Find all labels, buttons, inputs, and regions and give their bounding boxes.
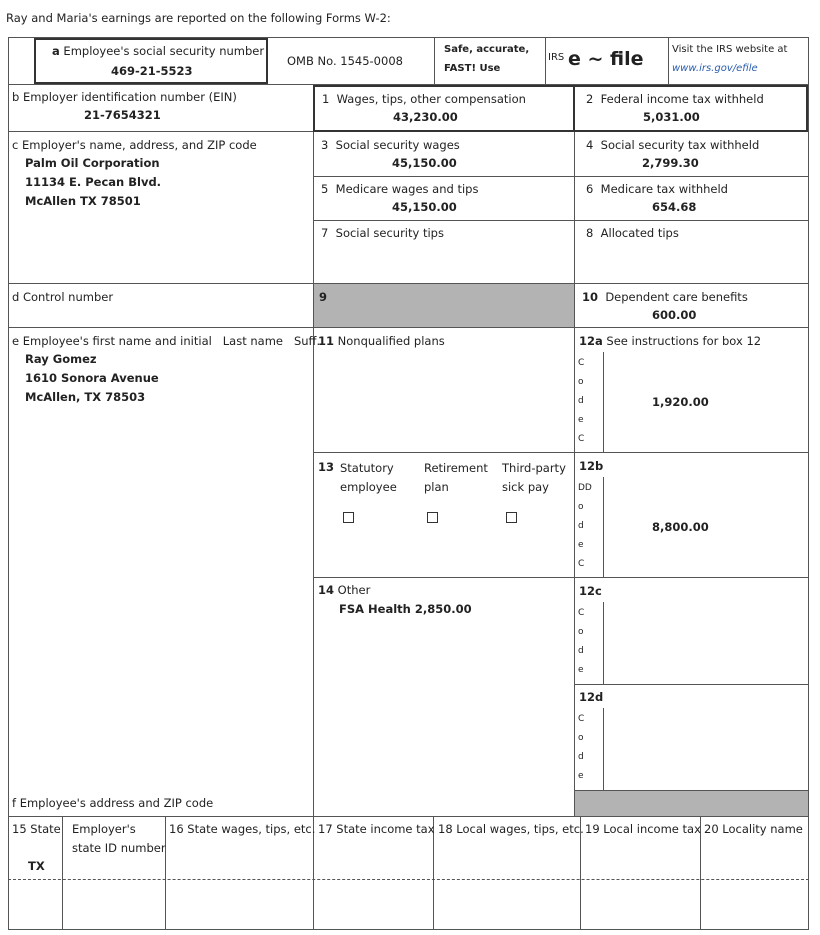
box-12d-code-o: o [578, 733, 584, 743]
box-a-value: 469-21-5523 [111, 64, 193, 78]
box-5-label: Medicare wages and tips [335, 182, 479, 196]
box-12a-label: See instructions for box 12 [606, 334, 762, 348]
box-10-num: 10 [582, 290, 599, 304]
box-17-label: 17 State income tax [318, 822, 435, 836]
irs-label: IRS [548, 52, 565, 63]
box-a-label: Employee's social security number [63, 44, 265, 58]
box-14-label: Other [337, 583, 371, 597]
box-12a-code-c: C [578, 434, 585, 444]
box-12a-code-o: o [578, 377, 584, 387]
box-e-line-1: Ray Gomez [25, 352, 97, 366]
box-13-retirement-1: Retirement [424, 461, 488, 475]
box-12d-shaded [575, 791, 808, 816]
box-15-id-label-2: state ID number [72, 841, 166, 855]
box-12b-code: DD [578, 483, 592, 493]
box-10-label: Dependent care benefits [605, 290, 748, 304]
irs-website-link[interactable]: www.irs.gov/efile [672, 63, 758, 74]
box-c-label: c Employer's name, address, and ZIP code [12, 138, 257, 152]
box-12b-num: 12b [579, 459, 604, 473]
box-2-value: 5,031.00 [643, 110, 700, 124]
box-3-num: 3 [321, 138, 329, 152]
box-12b-value: 8,800.00 [652, 520, 709, 534]
box-12b-code-o: o [578, 502, 584, 512]
box-12d-num: 12d [579, 690, 604, 704]
safe-line-1: Safe, accurate, [444, 44, 530, 55]
box-3-label: Social security wages [335, 138, 460, 152]
box-e-line-3: McAllen, TX 78503 [25, 390, 146, 404]
box-12a-value: 1,920.00 [652, 395, 709, 409]
box-12a-num: 12a [579, 334, 603, 348]
box-12a-code-e: e [578, 415, 584, 425]
intro-text: Ray and Maria's earnings are reported on the following Forms W-2: [6, 11, 391, 25]
box-a-ssn [34, 38, 268, 84]
box-f-label: f Employee's address and ZIP code [12, 796, 214, 810]
box-12d-code-c: C [578, 714, 585, 724]
box-e-label: e Employee's first name and initial Last name Suff. [12, 334, 321, 348]
box-4-value: 2,799.30 [642, 156, 699, 170]
box-18-label: 18 Local wages, tips, etc. [438, 822, 584, 836]
box-12b-code-d: d [578, 521, 584, 531]
box-11-num: 11 [318, 334, 335, 348]
safe-line-2: FAST! Use [444, 63, 501, 74]
box-15-state-value: TX [28, 859, 45, 873]
box-12c-code-e: e [578, 665, 584, 675]
box-10-value: 600.00 [652, 308, 697, 322]
box-1 [313, 85, 575, 132]
omb-number: OMB No. 1545-0008 [287, 54, 403, 68]
box-7-label: Social security tips [335, 226, 444, 240]
box-2-num: 2 [586, 92, 594, 106]
box-6-value: 654.68 [652, 200, 697, 214]
box-19-label: 19 Local income tax [585, 822, 701, 836]
box-13-sick-2: sick pay [502, 480, 549, 494]
box-e-line-2: 1610 Sonora Avenue [25, 371, 159, 385]
box-4-label: Social security tax withheld [600, 138, 760, 152]
box-d-label: d Control number [12, 290, 114, 304]
box-a-letter: a [52, 44, 60, 58]
box-12b-code-c: C [578, 559, 585, 569]
efile-logo: e ~ file [568, 48, 644, 70]
box-9-num: 9 [319, 290, 328, 304]
box-b-label: b Employer identification number (EIN) [12, 90, 237, 104]
box-6-num: 6 [586, 182, 594, 196]
box-13-sick-1: Third-party [502, 461, 566, 475]
box-13-statutory-2: employee [340, 480, 397, 494]
box-12c-code-c: C [578, 608, 585, 618]
box-20-label: 20 Locality name [704, 822, 803, 836]
box-8-label: Allocated tips [600, 226, 679, 240]
box-12d-code-d: d [578, 752, 584, 762]
statutory-employee-checkbox[interactable] [343, 512, 354, 523]
box-5-value: 45,150.00 [392, 200, 457, 214]
box-3-value: 45,150.00 [392, 156, 457, 170]
box-1-label: Wages, tips, other compensation [336, 92, 526, 106]
box-14-value: FSA Health 2,850.00 [339, 602, 472, 616]
box-11-label: Nonqualified plans [337, 334, 445, 348]
box-9-shaded [314, 284, 574, 327]
irs-visit-text: Visit the IRS website at [672, 44, 788, 55]
box-6-label: Medicare tax withheld [600, 182, 728, 196]
box-c-line-3: McAllen TX 78501 [25, 194, 141, 208]
box-c-line-2: 11134 E. Pecan Blvd. [25, 175, 162, 189]
box-4-num: 4 [586, 138, 594, 152]
box-1-value: 43,230.00 [393, 110, 458, 124]
box-15-id-label-1: Employer's [72, 822, 136, 836]
box-5-num: 5 [321, 182, 329, 196]
box-12c-num: 12c [579, 584, 602, 598]
box-14-num: 14 [318, 583, 335, 597]
box-8-num: 8 [586, 226, 594, 240]
box-7-num: 7 [321, 226, 329, 240]
box-b-value: 21-7654321 [84, 108, 161, 122]
box-12d-code-e: e [578, 771, 584, 781]
box-12c-code-d: d [578, 646, 584, 656]
box-1-num: 1 [322, 92, 330, 106]
box-2 [573, 85, 808, 132]
box-12a-code-d: d [578, 396, 584, 406]
box-12b-code-e: e [578, 540, 584, 550]
box-12a-code: C [578, 358, 585, 368]
box-13-num: 13 [318, 460, 335, 474]
box-13-statutory-1: Statutory [340, 461, 394, 475]
box-16-label: 16 State wages, tips, etc. [169, 822, 316, 836]
box-15-label: 15 State [12, 822, 61, 836]
third-party-sick-pay-checkbox[interactable] [506, 512, 517, 523]
box-13-retirement-2: plan [424, 480, 449, 494]
box-c-line-1: Palm Oil Corporation [25, 156, 160, 170]
retirement-plan-checkbox[interactable] [427, 512, 438, 523]
box-2-label: Federal income tax withheld [600, 92, 764, 106]
box-12c-code-o: o [578, 627, 584, 637]
